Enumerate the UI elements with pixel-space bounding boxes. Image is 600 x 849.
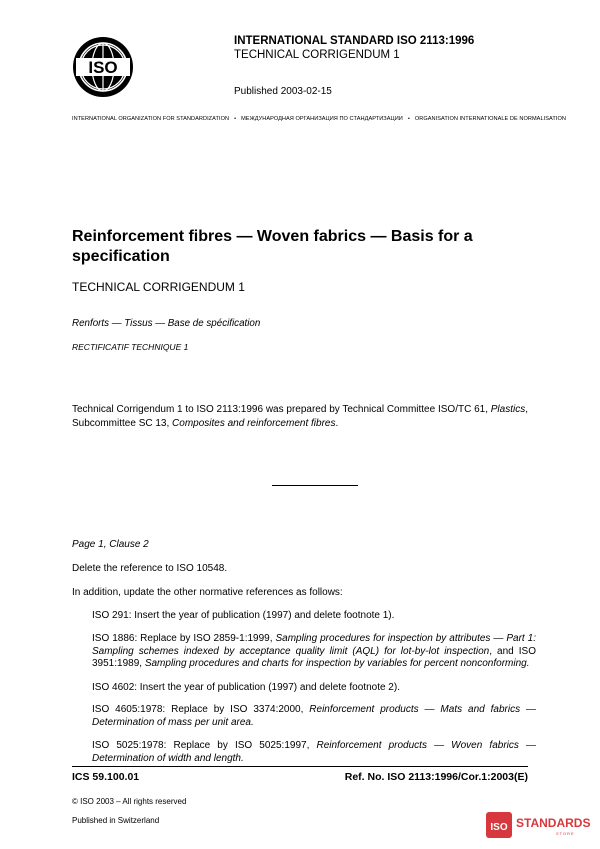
iso-logo	[72, 36, 134, 98]
corrigendum-label: TECHNICAL CORRIGENDUM 1	[234, 49, 400, 61]
watermark-standards: STANDARDS	[516, 816, 591, 830]
intro-paragraph: Technical Corrigendum 1 to ISO 2113:1996 was prepared by Technical Committee ISO/TC 61, Plastics, Subcommittee SC 13, Composites and reinforcement fibres.	[72, 404, 528, 429]
french-title: Renforts — Tissus — Base de spécification	[72, 318, 261, 329]
reference-item: ISO 291: Insert the year of publication (1997) and delete footnote 1).	[92, 610, 395, 621]
delete-instruction: Delete the reference to ISO 10548.	[72, 563, 228, 574]
ics-code: ICS 59.100.01	[72, 771, 140, 783]
update-instruction: In addition, update the other normative references as follows:	[72, 587, 343, 598]
watermark-store: STORE	[556, 831, 575, 836]
org-name-fr: ORGANISATION INTERNATIONALE DE NORMALISATION	[414, 116, 566, 122]
org-separator: •	[407, 116, 410, 122]
reference-number: Ref. No. ISO 2113:1996/Cor.1:2003(E)	[344, 771, 528, 783]
copyright-notice: © ISO 2003 – All rights reserved	[72, 797, 187, 806]
reference-item: ISO 4605:1978: Replace by ISO 3374:2000, Reinforcement products — Mats and fabrics — Determination of mass per unit area.	[92, 704, 536, 728]
french-tc-label: RECTIFICATIF TECHNIQUE 1	[72, 342, 189, 352]
reference-item: ISO 1886: Replace by ISO 2859-1:1999, Sampling procedures for inspection by attributes — Part 1: Sampling schemes indexed by acceptance quality limit (AQL) for lot-by-lot inspection, and ISO 3951:1989, Sampling procedures and charts for inspection by variables for percent nonconforming.	[92, 633, 537, 669]
section-divider	[272, 485, 358, 486]
clause-reference: Page 1, Clause 2	[72, 539, 149, 550]
watermark-iso: ISO	[490, 822, 508, 833]
published-date: Published 2003-02-15	[234, 86, 332, 97]
iso-standards-watermark	[486, 810, 596, 840]
footer-divider	[72, 766, 528, 767]
reference-item: ISO 5025:1978: Replace by ISO 5025:1997, Reinforcement products — Woven fabrics — Determination of width and length.	[92, 740, 536, 764]
organization-line	[72, 116, 566, 122]
org-name-ru: МЕЖДУНАРОДНАЯ ОРГАНИЗАЦИЯ ПО СТАНДАРТИЗАЦИИ	[241, 116, 403, 122]
tc-heading: TECHNICAL CORRIGENDUM 1	[72, 280, 245, 294]
org-separator: •	[234, 116, 237, 122]
org-name-en: INTERNATIONAL ORGANIZATION FOR STANDARDIZATION	[72, 116, 230, 122]
iso-logo-text: ISO	[88, 58, 118, 77]
document-title: Reinforcement fibres — Woven fabrics — Basis for a specification	[72, 228, 473, 265]
standard-title: INTERNATIONAL STANDARD ISO 2113:1996	[234, 35, 475, 47]
reference-item: ISO 4602: Insert the year of publication (1997) and delete footnote 2).	[92, 682, 400, 693]
published-in: Published in Switzerland	[72, 816, 160, 825]
